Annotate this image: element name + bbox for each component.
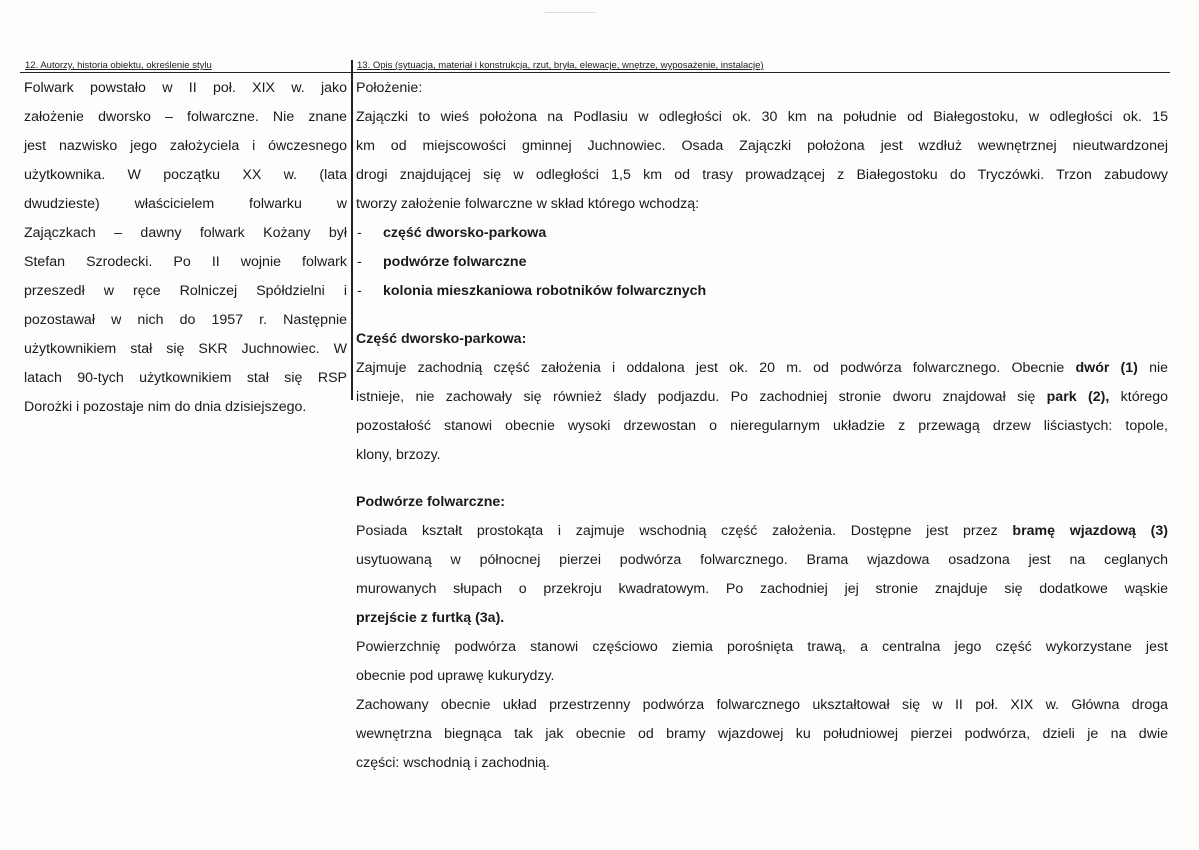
component-list — [356, 219, 1168, 306]
list-item — [356, 248, 1168, 277]
bold-term: park (2), — [1046, 389, 1110, 405]
park-line: pozostałość stanowi obecnie wysoki drzewostan o nieregularnym układzie z przewagą drzew liściastych: topole, — [356, 418, 1168, 434]
history-line: Stefan Szrodecki. Po II wojnie folwark — [24, 254, 347, 270]
text-run: którego — [1109, 389, 1168, 405]
spacer — [356, 470, 1168, 488]
history-line: latach 90-tych użytkownikiem stał się RSP — [24, 370, 347, 386]
text-run: istnieje, nie zachowały się również ślady podjazdu. Po zachodniej stronie dworu znajdował się — [356, 389, 1047, 405]
spacer — [356, 306, 1168, 325]
history-line: jest nazwisko jego założyciela i ówczesnego — [24, 138, 347, 154]
list-item-label: kolonia mieszkaniowa robotników folwarcznych — [383, 283, 707, 299]
dash-marker: - — [357, 225, 362, 241]
park-line: klony, brzozy. — [356, 447, 441, 463]
header-description: 13. Opis (sytuacja, materiał i konstrukcja, rzut, bryła, elewacje, wnętrze, wyposażenie, instalacje) — [357, 60, 764, 71]
yard-line: murowanych słupach o przekroju kwadratowym. Po zachodniej jej stronie znajduje się dodatkowe wąskie — [356, 581, 1168, 597]
yard-line: części: wschodnią i zachodnią. — [356, 755, 550, 771]
yard-line-bold: przejście z furtką (3a). — [356, 610, 505, 626]
location-line: Zajączki to wieś położona na Podlasiu w odległości ok. 30 km na południe od Białegostoku, w odległości ok. 15 — [356, 109, 1168, 125]
dash-marker: - — [357, 254, 362, 270]
history-line: Folwark powstało w II poł. XIX w. jako — [24, 80, 347, 96]
list-item-label: część dworsko-parkowa — [383, 225, 547, 241]
history-line: użytkownika. W początku XX w. (lata — [24, 167, 347, 183]
history-line: użytkownikiem stał się SKR Juchnowiec. W — [24, 341, 347, 357]
bold-term: dwór (1) — [1075, 360, 1138, 376]
yard-section-heading: Podwórze folwarczne: — [356, 494, 505, 510]
history-line: Zajączkach – dawny folwark Kożany był — [24, 225, 347, 241]
table-header-row — [20, 60, 1170, 73]
header-authors-history: 12. Autorzy, historia obiektu, określenie stylu — [25, 60, 212, 71]
text-run: Zajmuje zachodnią część założenia i oddalona jest ok. 20 m. od podwórza folwarcznego. Obecnie — [356, 360, 1076, 376]
history-line: Dorożki i pozostaje nim do dnia dzisiejszego. — [24, 399, 307, 415]
location-line: tworzy założenie folwarczne w skład którego wchodzą: — [356, 196, 700, 212]
park-line — [356, 354, 1168, 383]
history-column — [24, 74, 347, 422]
park-section-heading: Część dworsko-parkowa: — [356, 331, 527, 347]
dash-marker: - — [357, 283, 362, 299]
history-line: przeszedł w ręce Rolniczej Spółdzielni i — [24, 283, 347, 299]
yard-line: Zachowany obecnie układ przestrzenny podwórza folwarcznego ukształtował się w II poł. XIX w. Główna droga — [356, 697, 1168, 713]
yard-line — [356, 517, 1168, 546]
bold-term: bramę wjazdową (3) — [1012, 523, 1168, 539]
list-item — [356, 219, 1168, 248]
park-line — [356, 383, 1168, 412]
column-divider — [351, 60, 353, 400]
yard-line: obecnie pod uprawę kukurydzy. — [356, 668, 555, 684]
yard-line: wewnętrzna biegnąca tak jak obecnie od bramy wjazdowej ku południowej pierzei podwórza, dzieli je na dwie — [356, 726, 1168, 742]
location-heading: Położenie: — [356, 80, 423, 96]
description-column — [356, 74, 1168, 778]
yard-line: usytuowaną w północnej pierzei podwórza folwarcznego. Brama wjazdowa osadzona jest na ceglanych — [356, 552, 1168, 568]
list-item — [356, 277, 1168, 306]
location-line: km od miejscowości gminnej Juchnowiec. Osada Zajączki położona jest wzdłuż wewnętrznej nieutwardzonej — [356, 138, 1168, 154]
history-line: założenie dworsko – folwarczne. Nie znane — [24, 109, 347, 125]
history-line: dwudzieste) właścicielem folwarku w — [24, 196, 347, 212]
location-line: drogi znajdującej się w odległości 1,5 km od trasy prowadzącej z Białegostoku do Tryczówki. Trzon zabudowy — [356, 167, 1168, 183]
yard-line: Powierzchnię podwórza stanowi częściowo ziemia porośnięta trawą, a centralna jego część wykorzystane jest — [356, 639, 1168, 655]
history-line: pozostawał w nich do 1957 r. Następnie — [24, 312, 347, 328]
text-run: Posiada kształt prostokąta i zajmuje wschodnią część założenia. Dostępne jest przez — [356, 523, 1013, 539]
text-run: nie — [1137, 360, 1168, 376]
list-item-label: podwórze folwarczne — [383, 254, 527, 270]
scan-artifact-mark — [545, 2, 595, 13]
